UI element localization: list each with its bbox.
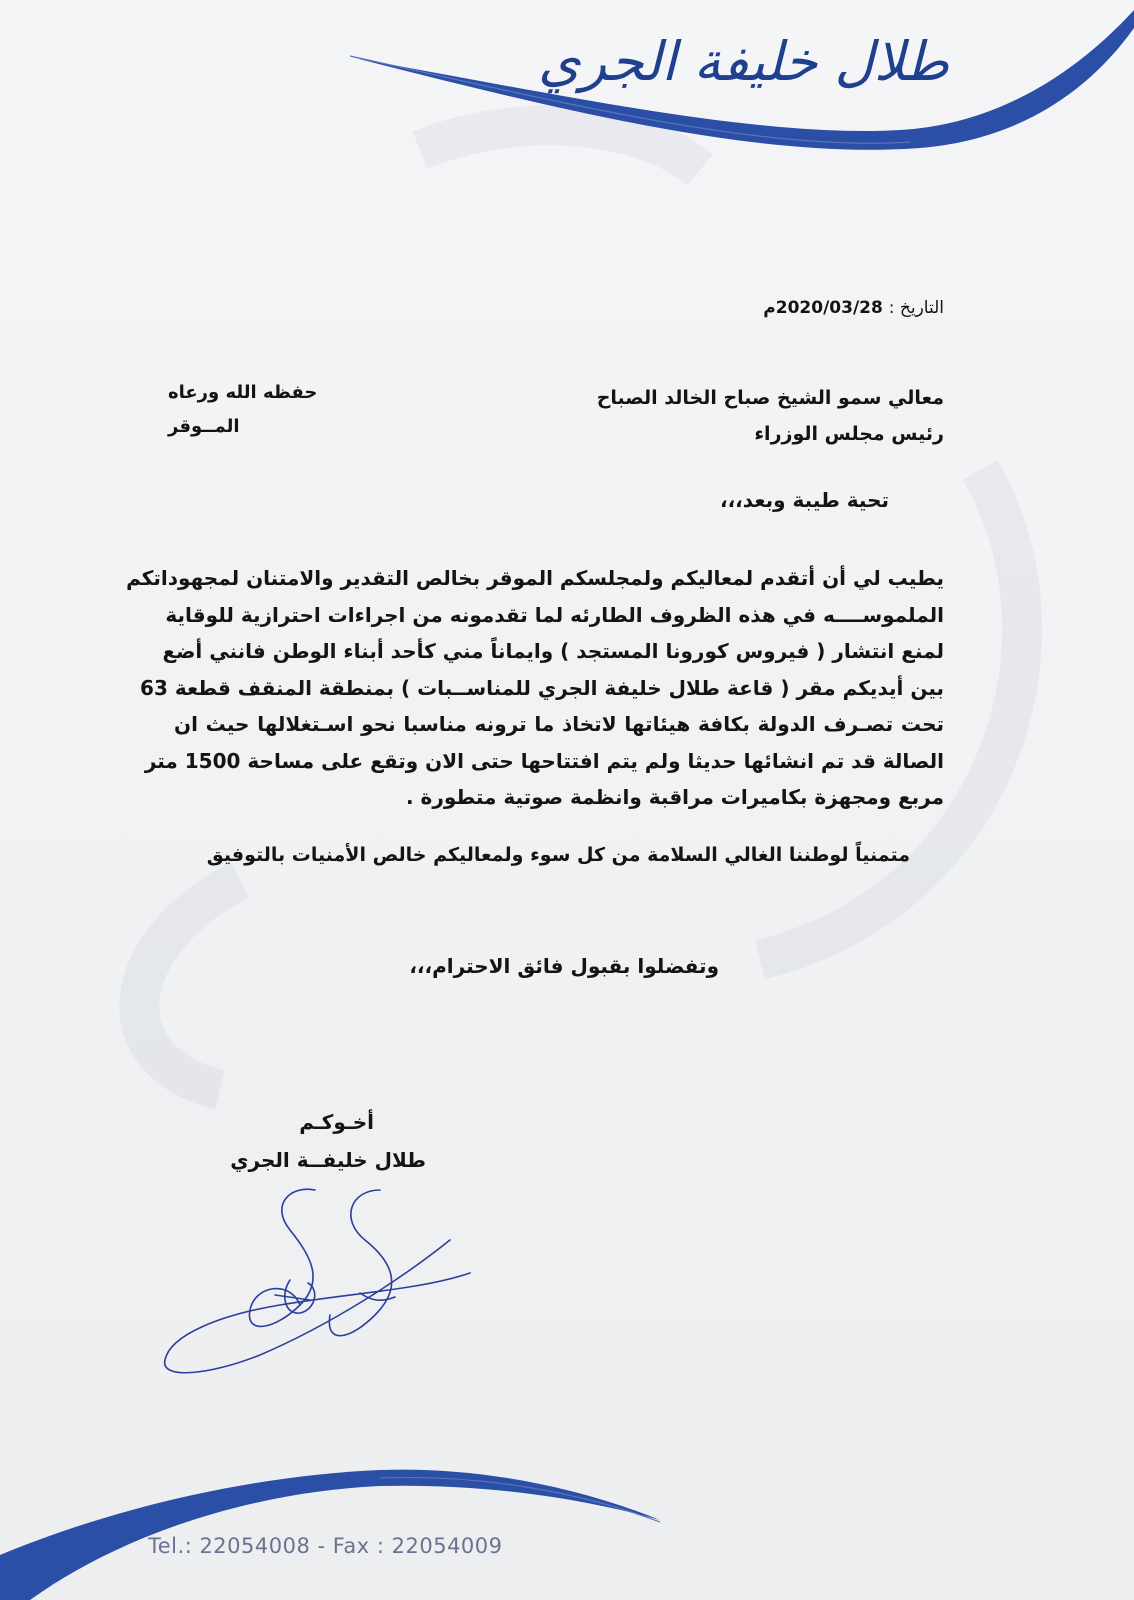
body-line: تحت تصـرف الدولة بكافة هيئاتها لاتخاذ ما ترونه مناسبا نحو اسـتغلالها حيث ان: [174, 712, 944, 736]
body-line: لمنع انتشار ( فيروس كورونا المستجد ) وايماناً مني كأحد أبناء الوطن فانني أضع: [162, 639, 944, 663]
body-line: الملموســــه في هذه الظروف الطارئه لما تقدمونه من اجراءات احترازية للوقاية: [165, 602, 944, 627]
recipient-title: رئيس مجلس الوزراء: [754, 423, 944, 445]
signer-name: طلال خليفــة الجري: [230, 1148, 426, 1172]
sign-off: أخـوكـم: [299, 1110, 374, 1134]
honorific-block: [168, 376, 317, 444]
footer-contact: Tel.: 22054008 - Fax : 22054009: [148, 1534, 503, 1558]
date-label: التاريخ :: [888, 298, 944, 318]
letterhead-name: طلال خليفة الجري: [538, 30, 949, 93]
body-line: الصالة قد تم انشائها حديثا ولم يتم افتتاحها حتى الان وتقع على مساحة 1500 متر: [144, 748, 944, 773]
date-value: 2020/03/28م: [763, 298, 883, 318]
body-line: مربع ومجهزة بكاميرات مراقبة وانظمة صوتية متطورة .: [405, 785, 944, 809]
handwritten-signature: [150, 1185, 480, 1395]
body-paragraph: [126, 560, 944, 816]
honorific-line-2: المــوقر: [168, 416, 240, 437]
wishes-line: متمنياً لوطننا الغالي السلامة من كل سوء ولمعاليكم خالص الأمنيات بالتوفيق: [206, 844, 910, 866]
closing-line: وتفضلوا بقبول فائق الاحترام،،،: [409, 954, 719, 978]
body-line: بين أيديكم مقر ( قاعة طلال خليفة الجري للمناســبات ) بمنطقة المنقف قطعة 63: [140, 675, 944, 700]
greeting: تحية طيبة وبعد،،،: [719, 488, 889, 512]
honorific-line-1: حفظه الله ورعاه: [168, 382, 318, 403]
date-line: [763, 298, 944, 318]
body-line: يطيب لي أن أتقدم لمعاليكم ولمجلسكم الموقر بخالص التقدير والامتنان لمجهوداتكم: [126, 566, 944, 590]
recipient-name: معالي سمو الشيخ صباح الخالد الصباح: [596, 387, 944, 409]
recipient-block: [597, 380, 944, 452]
